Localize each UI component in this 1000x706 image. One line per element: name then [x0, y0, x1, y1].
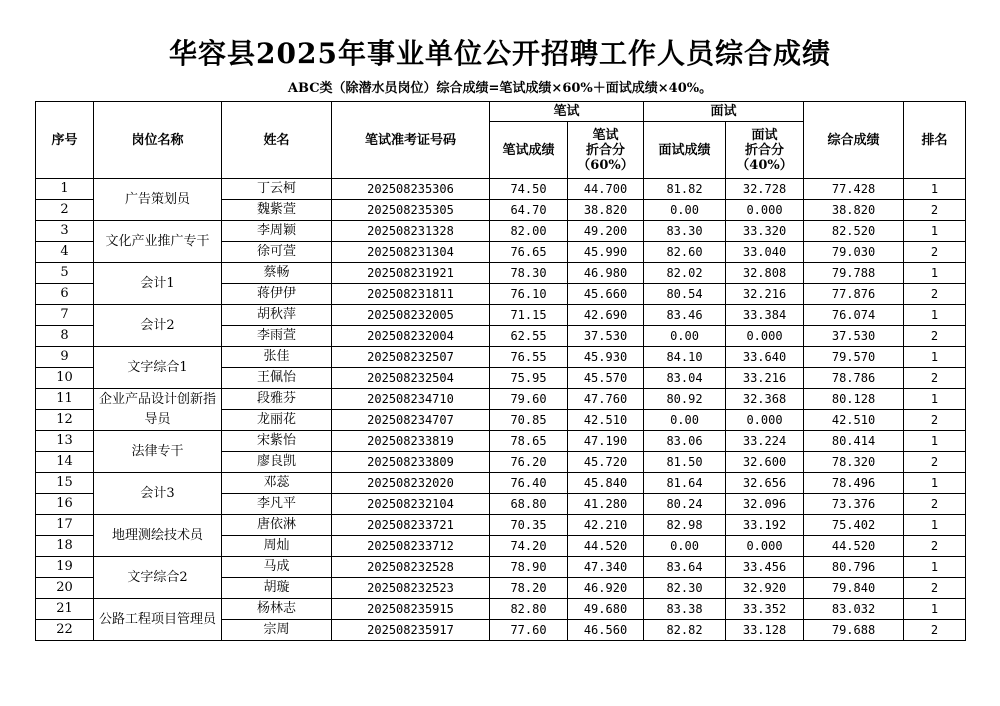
cell-name: 蔡畅	[222, 263, 332, 284]
cell-ticket: 202508233712	[332, 536, 490, 557]
cell-interview-score: 0.00	[644, 326, 726, 347]
cell-total: 80.414	[804, 431, 904, 452]
cell-ticket: 202508232504	[332, 368, 490, 389]
cell-total: 79.788	[804, 263, 904, 284]
cell-post: 会计3	[94, 473, 222, 515]
cell-written-score: 78.30	[490, 263, 568, 284]
cell-ticket: 202508233819	[332, 431, 490, 452]
cell-interview-score: 80.24	[644, 494, 726, 515]
cell-interview-score: 80.92	[644, 389, 726, 410]
cell-total: 76.074	[804, 305, 904, 326]
cell-interview-weighted: 32.808	[726, 263, 804, 284]
cell-rank: 2	[904, 284, 966, 305]
table-row	[36, 389, 966, 410]
cell-post: 广告策划员	[94, 179, 222, 221]
formula-note: ABC类（除潜水员岗位）综合成绩=笔试成绩×60%＋面试成绩×40%。	[287, 81, 713, 96]
cell-total: 75.402	[804, 515, 904, 536]
cell-seq: 19	[36, 557, 94, 578]
table-row	[36, 599, 966, 620]
cell-total: 44.520	[804, 536, 904, 557]
cell-written-score: 75.95	[490, 368, 568, 389]
cell-total: 77.428	[804, 179, 904, 200]
cell-interview-weighted: 33.192	[726, 515, 804, 536]
cell-ticket: 202508231921	[332, 263, 490, 284]
table-row	[36, 557, 966, 578]
cell-total: 79.030	[804, 242, 904, 263]
cell-seq: 7	[36, 305, 94, 326]
cell-name: 李周颖	[222, 221, 332, 242]
cell-seq: 12	[36, 410, 94, 431]
header-written-score: 笔试成绩	[490, 122, 568, 179]
cell-interview-weighted: 32.656	[726, 473, 804, 494]
cell-interview-weighted: 33.320	[726, 221, 804, 242]
cell-interview-weighted: 33.216	[726, 368, 804, 389]
cell-written-weighted: 45.930	[568, 347, 644, 368]
cell-ticket: 202508233809	[332, 452, 490, 473]
cell-name: 王佩怡	[222, 368, 332, 389]
cell-seq: 5	[36, 263, 94, 284]
cell-rank: 2	[904, 368, 966, 389]
cell-seq: 9	[36, 347, 94, 368]
cell-written-score: 76.20	[490, 452, 568, 473]
cell-written-weighted: 45.570	[568, 368, 644, 389]
cell-name: 段雅芬	[222, 389, 332, 410]
cell-interview-score: 82.02	[644, 263, 726, 284]
cell-interview-score: 83.38	[644, 599, 726, 620]
cell-name: 徐可萱	[222, 242, 332, 263]
cell-interview-score: 81.82	[644, 179, 726, 200]
cell-ticket: 202508232020	[332, 473, 490, 494]
cell-total: 83.032	[804, 599, 904, 620]
cell-interview-score: 81.64	[644, 473, 726, 494]
cell-ticket: 202508232528	[332, 557, 490, 578]
header-post: 岗位名称	[94, 102, 222, 179]
cell-seq: 1	[36, 179, 94, 200]
cell-written-weighted: 47.190	[568, 431, 644, 452]
cell-total: 77.876	[804, 284, 904, 305]
cell-name: 廖良凯	[222, 452, 332, 473]
cell-rank: 1	[904, 599, 966, 620]
cell-rank: 2	[904, 242, 966, 263]
cell-written-weighted: 47.340	[568, 557, 644, 578]
cell-written-weighted: 46.920	[568, 578, 644, 599]
header-written: 笔试	[490, 102, 644, 122]
cell-written-weighted: 49.200	[568, 221, 644, 242]
cell-post: 地理测绘技术员	[94, 515, 222, 557]
cell-name: 周灿	[222, 536, 332, 557]
table-row	[36, 515, 966, 536]
cell-rank: 2	[904, 620, 966, 641]
cell-total: 80.128	[804, 389, 904, 410]
cell-total: 82.520	[804, 221, 904, 242]
cell-post: 文字综合1	[94, 347, 222, 389]
cell-written-weighted: 45.660	[568, 284, 644, 305]
cell-written-weighted: 38.820	[568, 200, 644, 221]
cell-written-weighted: 46.980	[568, 263, 644, 284]
cell-name: 马成	[222, 557, 332, 578]
cell-written-score: 76.40	[490, 473, 568, 494]
cell-seq: 15	[36, 473, 94, 494]
cell-rank: 1	[904, 431, 966, 452]
cell-written-score: 78.90	[490, 557, 568, 578]
cell-interview-weighted: 32.920	[726, 578, 804, 599]
cell-rank: 1	[904, 305, 966, 326]
cell-written-weighted: 44.700	[568, 179, 644, 200]
cell-seq: 16	[36, 494, 94, 515]
scores-table	[35, 101, 966, 641]
cell-interview-score: 82.60	[644, 242, 726, 263]
cell-ticket: 202508232507	[332, 347, 490, 368]
cell-post: 文化产业推广专干	[94, 221, 222, 263]
cell-interview-score: 83.06	[644, 431, 726, 452]
cell-rank: 1	[904, 347, 966, 368]
header-name: 姓名	[222, 102, 332, 179]
cell-written-weighted: 42.510	[568, 410, 644, 431]
cell-name: 李凡平	[222, 494, 332, 515]
header-interview-weighted: 面试 折合分 （40%）	[726, 122, 804, 179]
cell-total: 80.796	[804, 557, 904, 578]
cell-rank: 1	[904, 263, 966, 284]
cell-written-weighted: 45.840	[568, 473, 644, 494]
cell-total: 78.786	[804, 368, 904, 389]
table-row	[36, 347, 966, 368]
cell-interview-weighted: 32.728	[726, 179, 804, 200]
cell-written-score: 76.65	[490, 242, 568, 263]
cell-written-weighted: 47.760	[568, 389, 644, 410]
cell-name: 蒋伊伊	[222, 284, 332, 305]
table-row	[36, 221, 966, 242]
cell-written-score: 76.55	[490, 347, 568, 368]
cell-ticket: 202508235306	[332, 179, 490, 200]
header-written-weighted: 笔试 折合分 （60%）	[568, 122, 644, 179]
cell-interview-weighted: 32.368	[726, 389, 804, 410]
cell-seq: 4	[36, 242, 94, 263]
cell-interview-score: 82.82	[644, 620, 726, 641]
cell-interview-weighted: 32.600	[726, 452, 804, 473]
cell-post: 公路工程项目管理员	[94, 599, 222, 641]
cell-rank: 1	[904, 179, 966, 200]
cell-total: 73.376	[804, 494, 904, 515]
table-body	[36, 179, 966, 641]
cell-seq: 18	[36, 536, 94, 557]
cell-interview-score: 80.54	[644, 284, 726, 305]
cell-post: 企业产品设计创新指导员	[94, 389, 222, 431]
cell-written-score: 68.80	[490, 494, 568, 515]
cell-interview-weighted: 32.216	[726, 284, 804, 305]
cell-interview-score: 83.04	[644, 368, 726, 389]
cell-interview-weighted: 0.000	[726, 536, 804, 557]
cell-name: 胡璇	[222, 578, 332, 599]
cell-interview-weighted: 0.000	[726, 200, 804, 221]
table-row	[36, 263, 966, 284]
cell-rank: 2	[904, 536, 966, 557]
header-ticket: 笔试准考证号码	[332, 102, 490, 179]
cell-ticket: 202508234710	[332, 389, 490, 410]
cell-interview-weighted: 33.384	[726, 305, 804, 326]
cell-post: 会计1	[94, 263, 222, 305]
page-title: 华容县2025年事业单位公开招聘工作人员综合成绩	[169, 37, 831, 70]
cell-rank: 1	[904, 557, 966, 578]
cell-written-score: 74.20	[490, 536, 568, 557]
cell-interview-score: 0.00	[644, 200, 726, 221]
cell-interview-weighted: 33.352	[726, 599, 804, 620]
cell-seq: 8	[36, 326, 94, 347]
cell-ticket: 202508235915	[332, 599, 490, 620]
cell-seq: 13	[36, 431, 94, 452]
cell-seq: 14	[36, 452, 94, 473]
cell-post: 会计2	[94, 305, 222, 347]
cell-interview-score: 83.46	[644, 305, 726, 326]
cell-name: 宋紫怡	[222, 431, 332, 452]
cell-ticket: 202508232104	[332, 494, 490, 515]
cell-ticket: 202508235917	[332, 620, 490, 641]
cell-written-weighted: 46.560	[568, 620, 644, 641]
cell-written-weighted: 45.720	[568, 452, 644, 473]
cell-written-score: 76.10	[490, 284, 568, 305]
cell-name: 邓蕊	[222, 473, 332, 494]
cell-interview-weighted: 33.128	[726, 620, 804, 641]
cell-ticket: 202508231811	[332, 284, 490, 305]
cell-written-score: 78.65	[490, 431, 568, 452]
cell-rank: 2	[904, 200, 966, 221]
cell-post: 法律专干	[94, 431, 222, 473]
cell-interview-weighted: 33.456	[726, 557, 804, 578]
cell-written-score: 77.60	[490, 620, 568, 641]
cell-ticket: 202508231304	[332, 242, 490, 263]
cell-written-score: 79.60	[490, 389, 568, 410]
cell-written-score: 74.50	[490, 179, 568, 200]
cell-written-score: 70.35	[490, 515, 568, 536]
cell-seq: 22	[36, 620, 94, 641]
table-row	[36, 431, 966, 452]
cell-ticket: 202508233721	[332, 515, 490, 536]
cell-rank: 2	[904, 578, 966, 599]
cell-written-weighted: 41.280	[568, 494, 644, 515]
cell-written-weighted: 45.990	[568, 242, 644, 263]
header-seq: 序号	[36, 102, 94, 179]
cell-seq: 2	[36, 200, 94, 221]
cell-written-score: 62.55	[490, 326, 568, 347]
cell-interview-score: 0.00	[644, 410, 726, 431]
cell-interview-score: 83.64	[644, 557, 726, 578]
cell-interview-weighted: 33.040	[726, 242, 804, 263]
cell-interview-weighted: 33.224	[726, 431, 804, 452]
cell-total: 79.570	[804, 347, 904, 368]
header-interview-score: 面试成绩	[644, 122, 726, 179]
cell-name: 杨林志	[222, 599, 332, 620]
cell-name: 魏紫萱	[222, 200, 332, 221]
cell-written-weighted: 42.210	[568, 515, 644, 536]
cell-ticket: 202508232005	[332, 305, 490, 326]
cell-interview-weighted: 0.000	[726, 410, 804, 431]
cell-interview-score: 84.10	[644, 347, 726, 368]
cell-rank: 1	[904, 473, 966, 494]
header-interview: 面试	[644, 102, 804, 122]
cell-seq: 6	[36, 284, 94, 305]
cell-written-score: 82.00	[490, 221, 568, 242]
cell-name: 唐依淋	[222, 515, 332, 536]
cell-total: 78.496	[804, 473, 904, 494]
cell-written-weighted: 49.680	[568, 599, 644, 620]
cell-rank: 2	[904, 452, 966, 473]
table-row	[36, 305, 966, 326]
cell-total: 79.688	[804, 620, 904, 641]
cell-total: 42.510	[804, 410, 904, 431]
cell-rank: 1	[904, 221, 966, 242]
header-total: 综合成绩	[804, 102, 904, 179]
cell-interview-score: 82.98	[644, 515, 726, 536]
cell-ticket: 202508232004	[332, 326, 490, 347]
cell-post: 文字综合2	[94, 557, 222, 599]
cell-interview-score: 83.30	[644, 221, 726, 242]
header-rank: 排名	[904, 102, 966, 179]
cell-interview-score: 82.30	[644, 578, 726, 599]
cell-name: 宗周	[222, 620, 332, 641]
cell-name: 龙丽花	[222, 410, 332, 431]
cell-rank: 2	[904, 410, 966, 431]
cell-rank: 1	[904, 515, 966, 536]
cell-written-score: 82.80	[490, 599, 568, 620]
cell-total: 37.530	[804, 326, 904, 347]
cell-ticket: 202508235305	[332, 200, 490, 221]
cell-total: 38.820	[804, 200, 904, 221]
cell-name: 李雨萱	[222, 326, 332, 347]
cell-seq: 11	[36, 389, 94, 410]
cell-seq: 3	[36, 221, 94, 242]
cell-interview-weighted: 33.640	[726, 347, 804, 368]
cell-written-score: 78.20	[490, 578, 568, 599]
cell-written-weighted: 42.690	[568, 305, 644, 326]
cell-total: 79.840	[804, 578, 904, 599]
cell-seq: 21	[36, 599, 94, 620]
cell-written-weighted: 37.530	[568, 326, 644, 347]
cell-written-score: 71.15	[490, 305, 568, 326]
cell-rank: 2	[904, 326, 966, 347]
cell-written-weighted: 44.520	[568, 536, 644, 557]
cell-total: 78.320	[804, 452, 904, 473]
cell-seq: 10	[36, 368, 94, 389]
cell-written-score: 70.85	[490, 410, 568, 431]
cell-seq: 17	[36, 515, 94, 536]
cell-name: 胡秋萍	[222, 305, 332, 326]
cell-ticket: 202508231328	[332, 221, 490, 242]
cell-ticket: 202508234707	[332, 410, 490, 431]
table-row	[36, 473, 966, 494]
cell-name: 丁云柯	[222, 179, 332, 200]
cell-written-score: 64.70	[490, 200, 568, 221]
cell-interview-weighted: 32.096	[726, 494, 804, 515]
cell-rank: 1	[904, 389, 966, 410]
cell-seq: 20	[36, 578, 94, 599]
cell-rank: 2	[904, 494, 966, 515]
cell-name: 张佳	[222, 347, 332, 368]
cell-interview-weighted: 0.000	[726, 326, 804, 347]
cell-ticket: 202508232523	[332, 578, 490, 599]
cell-interview-score: 0.00	[644, 536, 726, 557]
cell-interview-score: 81.50	[644, 452, 726, 473]
table-row	[36, 179, 966, 200]
